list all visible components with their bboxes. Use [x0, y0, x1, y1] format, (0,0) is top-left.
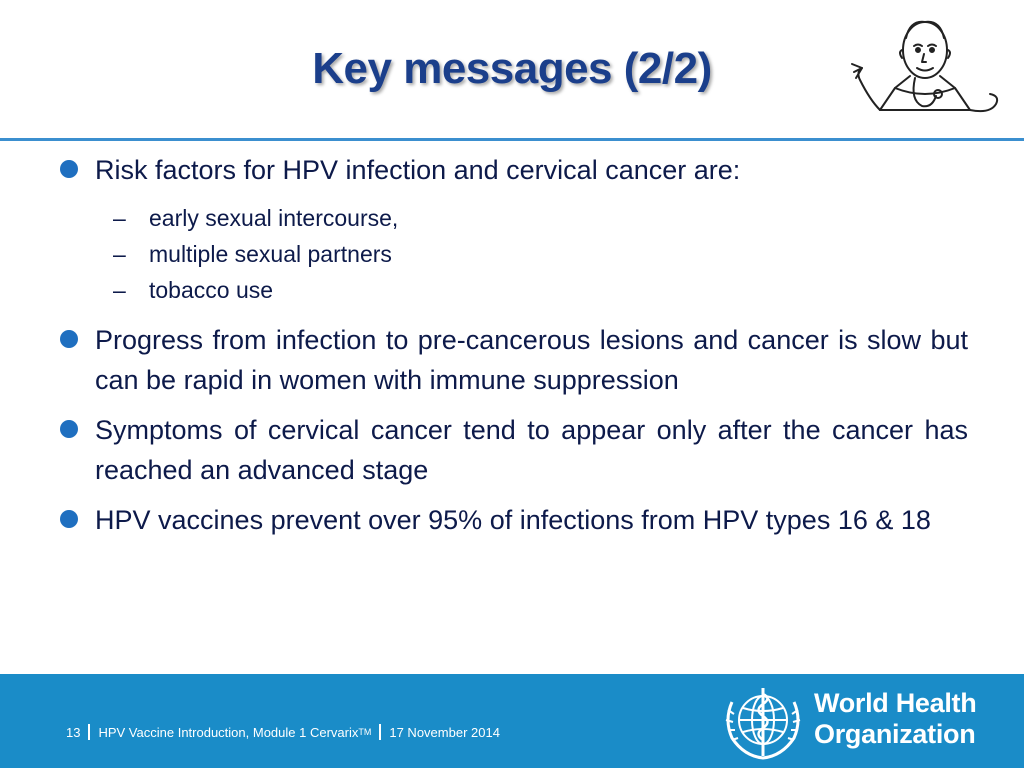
bullet-dot-icon	[60, 420, 78, 438]
org-name	[814, 688, 976, 750]
sub-item-text: tobacco use	[149, 277, 274, 303]
dash-icon: –	[113, 277, 126, 303]
org-name-line2: Organization	[814, 719, 976, 749]
footer-caption	[66, 724, 500, 740]
bullet-dot-icon	[60, 330, 78, 348]
title-divider	[0, 138, 1024, 141]
sub-item-text: early sexual intercourse,	[149, 205, 399, 231]
who-emblem-icon	[718, 680, 808, 764]
bullet-item	[58, 500, 968, 540]
bullet-dot-icon	[60, 160, 78, 178]
slide-title: Key messages (2/2)	[312, 44, 712, 93]
slide-body	[58, 150, 968, 550]
footer-date: 17 November 2014	[389, 724, 500, 740]
page-number: 13	[66, 724, 81, 740]
bullet-item	[58, 320, 968, 400]
dash-icon: –	[113, 205, 126, 231]
bullet-text: Symptoms of cervical cancer tend to appear only after the cancer has reached an advanced stage	[95, 415, 968, 485]
bullet-item	[58, 410, 968, 490]
bullet-text: HPV vaccines prevent over 95% of infections from HPV types 16 & 18	[95, 505, 931, 535]
sub-list-item	[113, 200, 968, 236]
bullet-item	[58, 150, 968, 190]
sub-list-item	[113, 272, 968, 308]
sub-list	[58, 200, 968, 308]
org-name-line1: World Health	[814, 688, 977, 718]
footer-separator	[88, 724, 90, 740]
bullet-text: Progress from infection to pre-cancerous lesions and cancer is slow but can be rapid in women with immune suppression	[95, 325, 968, 395]
course-title: HPV Vaccine Introduction, Module 1 Cervarix	[98, 724, 359, 740]
dash-icon: –	[113, 241, 126, 267]
bullet-text: Risk factors for HPV infection and cervical cancer are:	[95, 155, 741, 185]
trademark-mark: TM	[358, 727, 372, 737]
doctor-illustration	[840, 10, 1010, 130]
sub-item-text: multiple sexual partners	[149, 241, 392, 267]
sub-list-item	[113, 236, 968, 272]
footer-separator	[379, 724, 381, 740]
bullet-dot-icon	[60, 510, 78, 528]
